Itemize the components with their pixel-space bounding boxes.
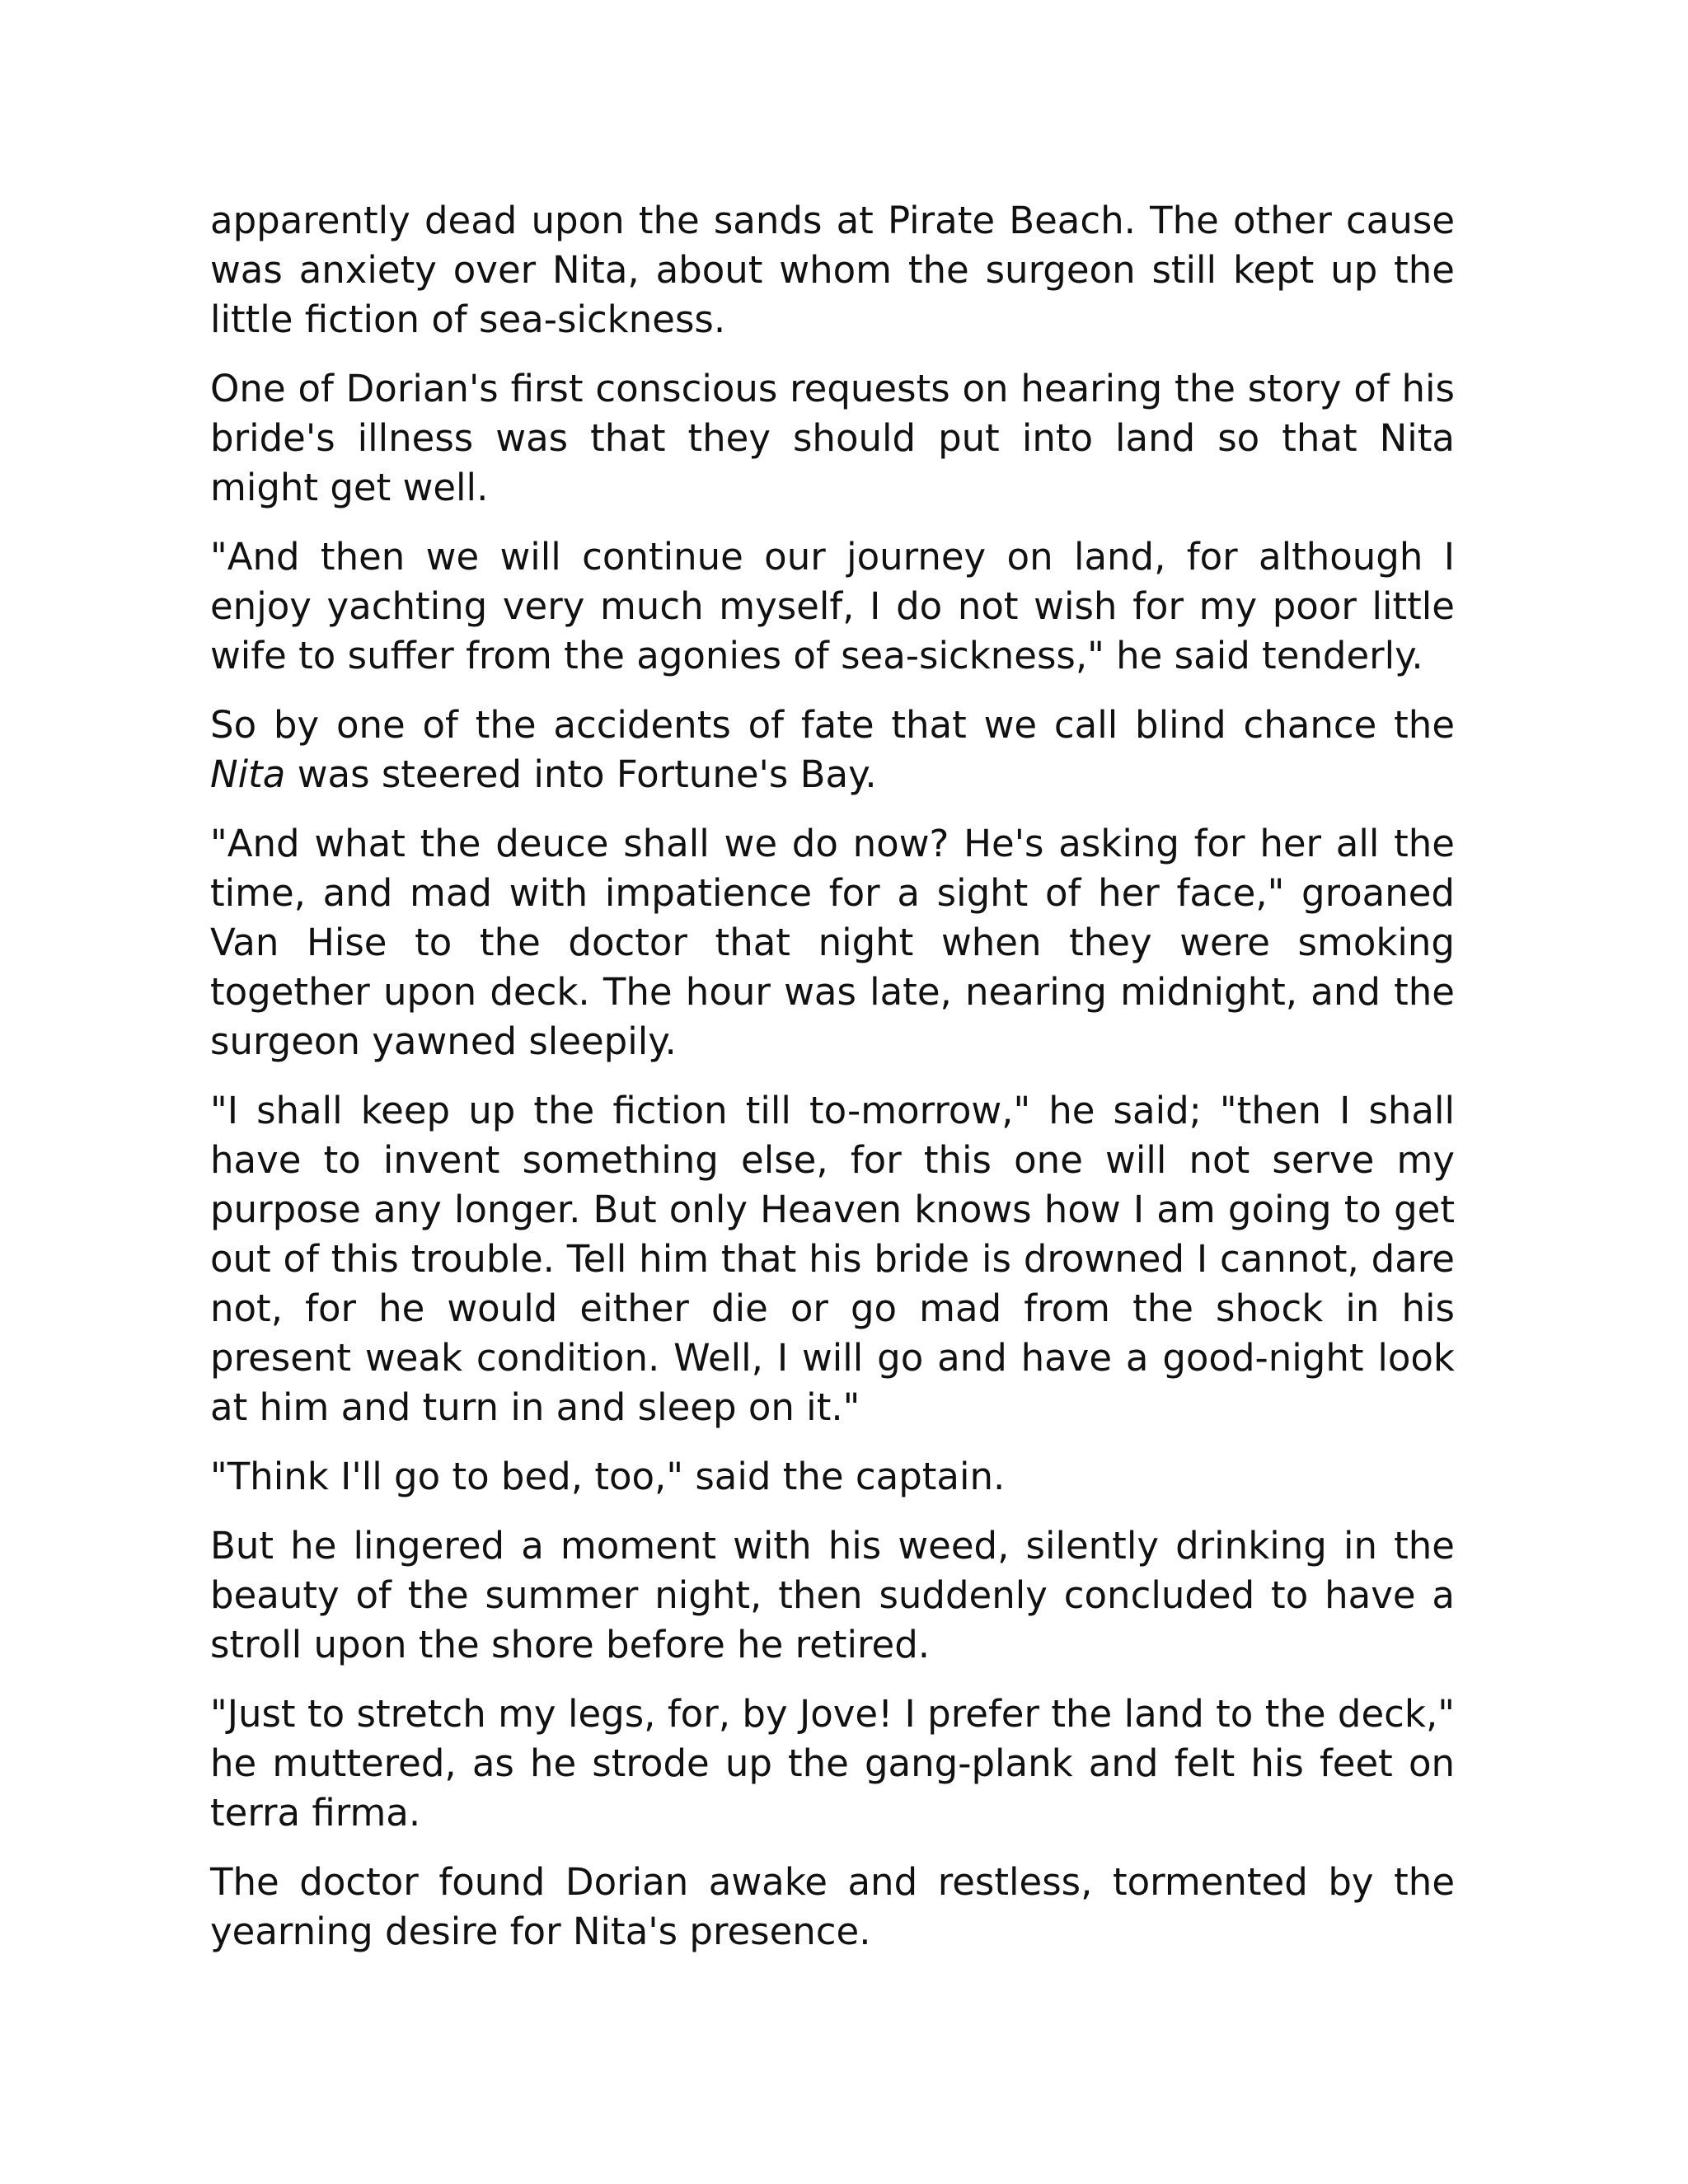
paragraph-4-tail: was steered into Fortune's Bay. [285, 752, 877, 796]
paragraph-4-lead: So by one of the accidents of fate that we call blind chance the [210, 703, 1455, 747]
paragraph-8: But he lingered a moment with his weed, silently drinking in the beauty of the summer night, then suddenly concluded to have a stroll upon the shore before he retired. [210, 1524, 1455, 1666]
paragraph-4 [210, 701, 1455, 799]
yacht-name-italic: Nita [210, 752, 286, 796]
paragraph-10: The doctor found Dorian awake and restless, tormented by the yearning desire for Nita's presence. [210, 1860, 1455, 1953]
paragraph-9: "Just to stretch my legs, for, by Jove! I prefer the land to the deck," he muttered, as he strode up the gang-plank and felt his feet on terra firma. [210, 1692, 1455, 1835]
paragraph-2: One of Dorian's first conscious requests on hearing the story of his bride's illness was that they should put into land so that Nita might get well. [210, 367, 1455, 509]
paragraph-1: apparently dead upon the sands at Pirate Beach. The other cause was anxiety over Nita, about whom the surgeon still kept up the little fiction of sea-sickness. [210, 199, 1455, 341]
paragraph-3: "And then we will continue our journey on land, for although I enjoy yachting very much myself, I do not wish for my poor little wife to suffer from the agonies of sea-sickness," he said tenderly. [210, 535, 1455, 677]
paragraph-6: "I shall keep up the fiction till to-morrow," he said; "then I shall have to invent something else, for this one will not serve my purpose any longer. But only Heaven knows how I am going to get out of this trouble. Tell him that his bride is drowned I cannot, dare not, for he would either die or go mad from the shock in his present weak condition. Well, I will go and have a good-night look at him and turn in and sleep on it." [210, 1089, 1455, 1429]
body-text [210, 196, 1455, 1976]
paragraph-5: "And what the deuce shall we do now? He's asking for her all the time, and mad with impatience for a sight of her face," groaned Van Hise to the doctor that night when they were smoking together upon deck. The hour was late, nearing midnight, and the surgeon yawned sleepily. [210, 822, 1455, 1063]
paragraph-7: "Think I'll go to bed, too," said the captain. [210, 1455, 1006, 1498]
